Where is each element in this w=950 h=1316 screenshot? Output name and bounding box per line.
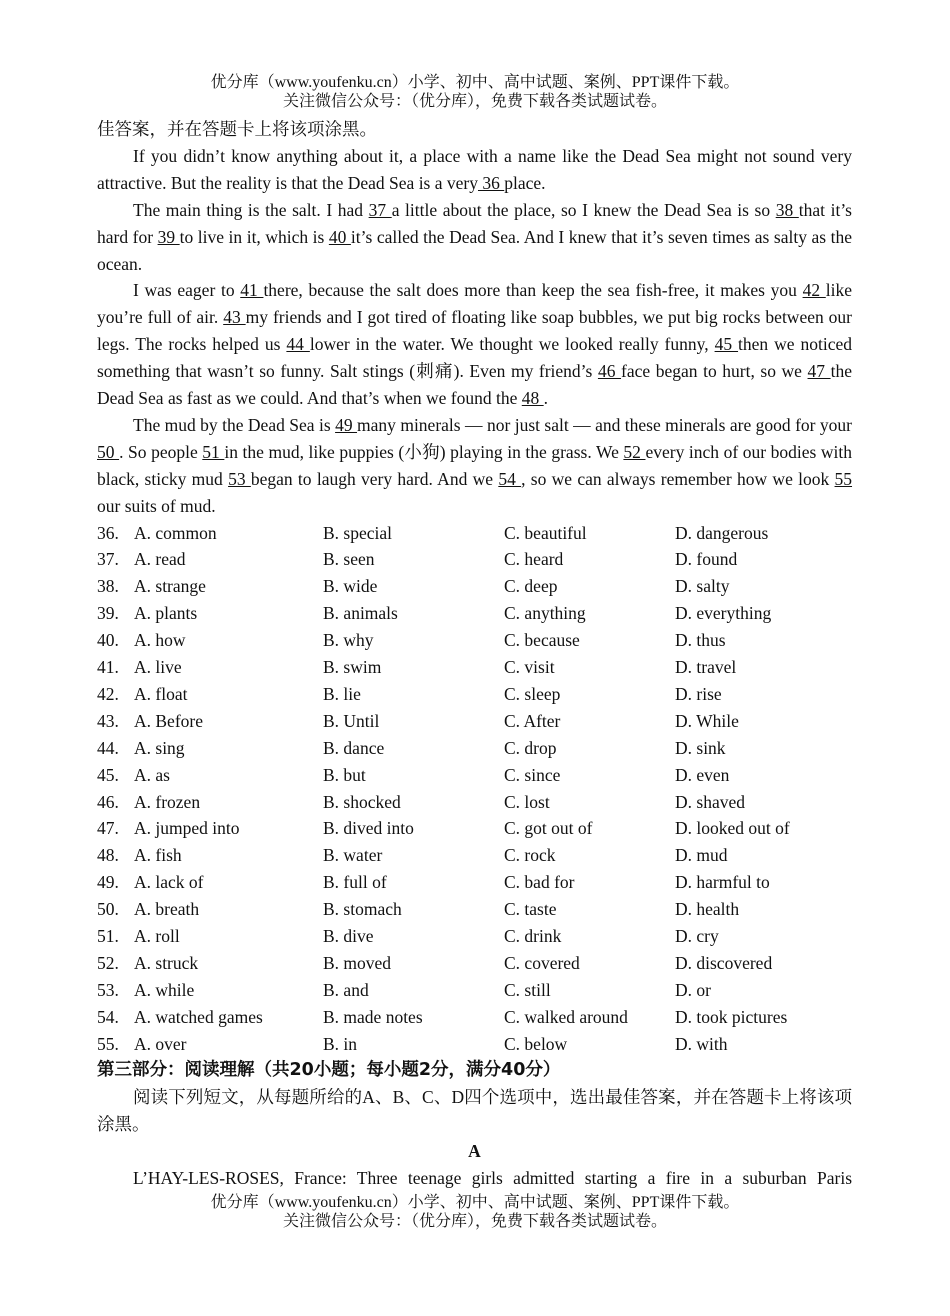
option-a: A. fish (134, 845, 182, 866)
option-c: C. After (504, 710, 561, 731)
option-b: B. animals (323, 603, 398, 624)
blank-48: 48 (521, 388, 544, 409)
option-row-51 (97, 923, 852, 950)
option-b: B. stomach (323, 899, 402, 920)
blank-36: 36 (477, 172, 505, 193)
option-b: B. moved (323, 952, 392, 973)
option-a: A. while (134, 979, 195, 1000)
option-d: D. cry (675, 925, 719, 946)
option-a: A. as (134, 764, 170, 785)
option-b: B. swim (323, 657, 382, 678)
option-c: C. got out of (504, 818, 593, 839)
option-a: A. Before (134, 710, 204, 731)
option-c: C. drop (504, 737, 557, 758)
option-a: A. read (134, 549, 186, 570)
footer-line-2: 关注微信公众号：（优分库），免费下载各类试题试卷。 (282, 1213, 667, 1230)
option-d: D. even (675, 764, 730, 785)
passage-paragraph-4: The mud by the Dead Sea is 49 many minerals — nor just salt — and these minerals are good for your 50 . So people 51 in the mud, like puppies (小狗) playing in the grass. We 52 every inch of our bodies with black, sticky mud 53 began to laugh very hard. And we 54 , so we can always remember how we look 55 our suits of mud. (97, 414, 853, 516)
option-row-55 (97, 1031, 852, 1058)
options-table (97, 520, 852, 1058)
question-number: 44. (97, 737, 119, 758)
blank-42: 42 (802, 280, 826, 301)
passage-paragraph-3: I was eager to 41 there, because the salt does more than keep the sea fish-free, it makes you 42 like you’re full of air. 43 my friends and I got tired of floating like soap bubbles, we put big rocks between our legs. The rocks helped us 44 lower in the water. We thought we looked really funny, 45 then we noticed something that wasn’t so funny. Salt stings (刺痛). Even my friend’s 46 face began to hurt, so we 47 the Dead Sea as fast as we could. And that’s when we found the 48 . (97, 280, 853, 409)
blank-39: 39 (157, 226, 180, 247)
option-b: B. special (323, 522, 393, 543)
option-row-44 (97, 735, 852, 762)
option-b: B. but (323, 764, 366, 785)
passage-a-first-line: L’HAY-LES-ROSES, France: Three teenage girls admitted starting a fire in a suburban Paris (133, 1168, 852, 1189)
option-b: B. wide (323, 576, 378, 597)
option-row-42 (97, 681, 852, 708)
option-d: D. thus (675, 630, 726, 651)
blank-40: 40 (328, 226, 351, 247)
blank-44: 44 (286, 334, 310, 355)
option-d: D. travel (675, 657, 737, 678)
blank-47: 47 (807, 361, 831, 382)
option-d: D. dangerous (675, 522, 769, 543)
option-d: D. everything (675, 603, 772, 624)
blank-53: 53 (228, 468, 251, 489)
blank-41: 41 (240, 280, 264, 301)
question-number: 52. (97, 952, 119, 973)
passage-paragraph-2: The main thing is the salt. I had 37 a little about the place, so I knew the Dead Sea is so 38 that it’s hard for 39 to live in it, which is 40 it’s called the Dead Sea. And I knew that it’s seven times as salty as the ocean. (97, 199, 852, 274)
blank-49: 49 (335, 414, 358, 435)
option-a: A. jumped into (134, 818, 240, 839)
question-number: 45. (97, 764, 119, 785)
blank-43: 43 (223, 307, 246, 328)
option-row-54 (97, 1004, 852, 1031)
option-row-49 (97, 869, 852, 896)
blank-46: 46 (597, 361, 622, 382)
option-row-50 (97, 896, 852, 923)
question-number: 46. (97, 791, 119, 812)
option-row-48 (97, 842, 852, 869)
option-a: A. watched games (134, 1006, 263, 1027)
question-number: 39. (97, 603, 119, 624)
question-number: 36. (97, 522, 119, 543)
option-b: B. full of (323, 872, 387, 893)
option-b: B. made notes (323, 1006, 423, 1027)
option-d: D. found (675, 549, 738, 570)
question-number: 43. (97, 710, 119, 731)
option-d: D. shaved (675, 791, 745, 812)
option-row-38 (97, 573, 852, 600)
option-c: C. taste (504, 899, 557, 920)
option-a: A. strange (134, 576, 206, 597)
passage-paragraph-1: If you didn’t know anything about it, a place with a name like the Dead Sea might not sound very attractive. But the reality is that the Dead Sea is a very 36 place. (97, 145, 852, 193)
option-a: A. plants (134, 603, 198, 624)
question-number: 53. (97, 979, 119, 1000)
option-c: C. visit (504, 657, 555, 678)
footer-line-1: 优分库（www.youfenku.cn）小学、初中、高中试题、案例、PPT课件下载。 (210, 1194, 740, 1211)
option-b: B. dance (323, 737, 385, 758)
option-c: C. lost (504, 791, 550, 812)
question-number: 51. (97, 925, 119, 946)
option-a: A. frozen (134, 791, 201, 812)
option-b: B. and (323, 979, 369, 1000)
option-a: A. common (134, 522, 217, 543)
blank-55: 55 (834, 468, 853, 489)
option-c: C. heard (504, 549, 564, 570)
blank-50: 50 (97, 441, 120, 462)
option-d: D. sink (675, 737, 726, 758)
option-row-52 (97, 950, 852, 977)
question-number: 55. (97, 1033, 119, 1054)
question-number: 54. (97, 1006, 119, 1027)
option-a: A. float (134, 683, 188, 704)
option-d: D. While (675, 710, 739, 731)
option-row-40 (97, 627, 852, 654)
option-c: C. rock (504, 845, 556, 866)
option-row-36 (97, 520, 852, 547)
question-number: 41. (97, 657, 119, 678)
option-a: A. lack of (134, 872, 204, 893)
option-a: A. roll (134, 925, 180, 946)
option-d: D. harmful to (675, 872, 770, 893)
option-row-41 (97, 654, 852, 681)
blank-45: 45 (714, 334, 739, 355)
option-d: D. took pictures (675, 1006, 788, 1027)
option-c: C. sleep (504, 683, 561, 704)
option-a: A. sing (134, 737, 185, 758)
blank-54: 54 (498, 468, 522, 489)
question-number: 48. (97, 845, 119, 866)
option-row-45 (97, 762, 852, 789)
question-number: 49. (97, 872, 119, 893)
option-b: B. in (323, 1033, 358, 1054)
option-row-53 (97, 977, 852, 1004)
question-number: 42. (97, 683, 119, 704)
option-b: B. shocked (323, 791, 401, 812)
option-a: A. breath (134, 899, 200, 920)
option-c: C. beautiful (504, 522, 587, 543)
page-content (97, 116, 852, 1192)
option-row-43 (97, 708, 852, 735)
option-row-47 (97, 815, 852, 842)
option-c: C. below (504, 1033, 568, 1054)
option-c: C. still (504, 979, 551, 1000)
option-row-46 (97, 789, 852, 816)
option-b: B. dive (323, 925, 374, 946)
option-a: A. over (134, 1033, 187, 1054)
intro-line: 佳答案，并在答题卡上将该项涂黑。 (97, 119, 377, 139)
question-number: 38. (97, 576, 119, 597)
option-d: D. or (675, 979, 711, 1000)
option-b: B. lie (323, 683, 361, 704)
option-row-37 (97, 546, 852, 573)
option-a: A. how (134, 630, 186, 651)
header-line-2: 关注微信公众号：（优分库），免费下载各类试题试卷。 (282, 93, 667, 110)
blank-38: 38 (775, 199, 799, 220)
option-d: D. salty (675, 576, 730, 597)
option-c: C. since (504, 764, 561, 785)
option-b: B. Until (323, 710, 380, 731)
option-a: A. live (134, 657, 182, 678)
option-c: C. drink (504, 925, 562, 946)
option-b: B. dived into (323, 818, 414, 839)
option-c: C. anything (504, 603, 586, 624)
section-3-title: 第三部分：阅读理解（共20小题；每小题2分，满分40分） (97, 1060, 561, 1081)
option-a: A. struck (134, 952, 199, 973)
question-number: 37. (97, 549, 119, 570)
section-3-instruction: 阅读下列短文，从每题所给的A、B、C、D四个选项中，选出最佳答案，并在答题卡上将该项涂黑。 (97, 1087, 852, 1135)
option-d: D. health (675, 899, 740, 920)
option-b: B. water (323, 845, 383, 866)
option-b: B. seen (323, 549, 375, 570)
blank-37: 37 (368, 199, 392, 220)
option-c: C. walked around (504, 1006, 628, 1027)
option-c: C. deep (504, 576, 558, 597)
question-number: 40. (97, 630, 119, 651)
question-number: 50. (97, 899, 119, 920)
option-d: D. discovered (675, 952, 773, 973)
option-d: D. looked out of (675, 818, 790, 839)
option-d: D. rise (675, 683, 722, 704)
option-row-39 (97, 600, 852, 627)
blank-52: 52 (623, 441, 646, 462)
option-c: C. because (504, 630, 580, 651)
option-b: B. why (323, 630, 374, 651)
option-d: D. with (675, 1033, 728, 1054)
option-c: C. covered (504, 952, 580, 973)
question-number: 47. (97, 818, 119, 839)
blank-51: 51 (202, 441, 225, 462)
passage-a-label: A (468, 1141, 481, 1162)
header-line-1: 优分库（www.youfenku.cn）小学、初中、高中试题、案例、PPT课件下载。 (210, 74, 740, 91)
option-d: D. mud (675, 845, 728, 866)
option-c: C. bad for (504, 872, 575, 893)
